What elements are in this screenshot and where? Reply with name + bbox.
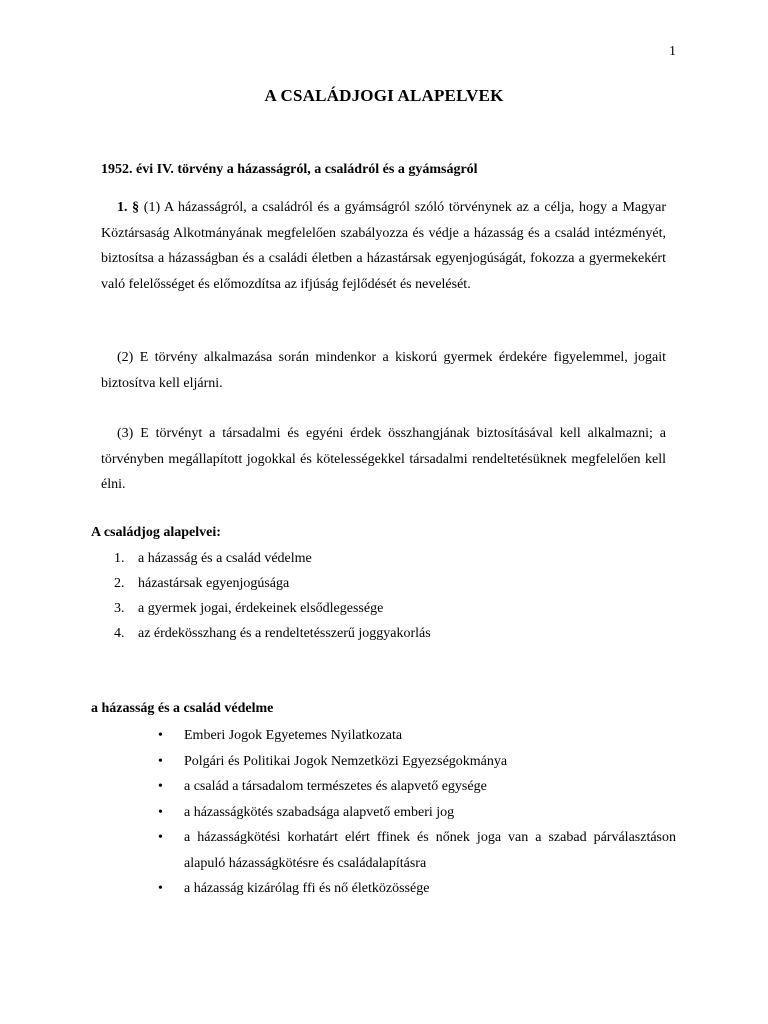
bullet-icon: • bbox=[158, 728, 163, 743]
list-item-text: Emberi Jogok Egyetemes Nyilatkozata bbox=[184, 728, 403, 743]
list-item-text: a házasságkötési korhatárt elért ffinek és nőnek joga van a szabad párválasztáson alapuló házasságkötésre és családalapításra bbox=[184, 830, 676, 871]
bullet-icon: • bbox=[158, 779, 163, 794]
bullet-icon: • bbox=[158, 830, 163, 845]
list-item-text: a házasság kizárólag ffi és nő életközössége bbox=[184, 881, 430, 896]
principles-list bbox=[114, 546, 431, 646]
list-item-text: házastársak egyenjogúsága bbox=[138, 576, 290, 591]
bullet-icon: • bbox=[158, 804, 163, 820]
list-item bbox=[158, 723, 676, 749]
list-item bbox=[158, 749, 676, 775]
list-item bbox=[114, 571, 431, 596]
document-title: A CSALÁDJOGI ALAPELVEK bbox=[264, 86, 504, 105]
list-item bbox=[114, 546, 431, 571]
paragraph-1-text: (1) A házasságról, a családról és a gyámságról szóló törvénynek az a célja, hogy a Magyar Köztársaság Alkotmányának megfelelően szabályozza és védje a házasság és a család intézményét, biztosítsa a házasságban és a családi életben a házastársak egyenjogúságát, fokozza a gyermekekért való felelősséget és előmozdítsa az ifjúság fejlődését és nevelését. bbox=[101, 200, 667, 292]
page-number: 1 bbox=[669, 44, 676, 59]
list-number: 1. bbox=[114, 551, 125, 566]
list-item bbox=[114, 596, 431, 621]
list-item bbox=[114, 621, 431, 646]
list-item-text: Polgári és Politikai Jogok Nemzetközi Egyezségokmánya bbox=[184, 753, 508, 769]
list-item-text: a gyermek jogai, érdekeinek elsődlegessége bbox=[138, 601, 384, 616]
list-number: 3. bbox=[114, 601, 125, 616]
paragraph-2 bbox=[101, 345, 666, 396]
list-item bbox=[158, 800, 676, 826]
list-item-text: a család a társadalom természetes és alapvető egysége bbox=[184, 779, 487, 794]
bullet-icon: • bbox=[158, 753, 163, 769]
list-number: 2. bbox=[114, 576, 125, 591]
paragraph-3-text: (3) E törvényt a társadalmi és egyéni érdek összhangjának biztosításával kell alkalmazni; a törvényben megállapított jogokkal és kötelességekkel társadalmi rendeltetésüknek megfelelően kell élni. bbox=[101, 426, 666, 492]
bullet-icon: • bbox=[158, 881, 163, 896]
list-number: 4. bbox=[114, 626, 125, 641]
law-title: 1952. évi IV. törvény a házasságról, a családról és a gyámságról bbox=[101, 162, 478, 177]
paragraph-2-text: (2) E törvény alkalmazása során mindenkor a kiskorú gyermek érdekére figyelemmel, jogait biztosítva kell eljárni. bbox=[101, 350, 666, 391]
paragraph-1 bbox=[101, 195, 666, 297]
section-marker: 1. § bbox=[117, 200, 140, 215]
protection-heading: a házasság és a család védelme bbox=[91, 701, 274, 716]
list-item-text: az érdekösszhang és a rendeltetésszerű joggyakorlás bbox=[138, 626, 431, 641]
principles-heading: A családjog alapelvei: bbox=[91, 525, 221, 540]
list-item bbox=[158, 825, 676, 876]
paragraph-3 bbox=[101, 421, 666, 498]
list-item-text: a házasságkötés szabadsága alapvető emberi jog bbox=[184, 804, 455, 820]
list-item-text: a házasság és a család védelme bbox=[138, 551, 312, 566]
list-item bbox=[158, 876, 676, 902]
list-item bbox=[158, 774, 676, 800]
protection-list bbox=[158, 723, 676, 902]
